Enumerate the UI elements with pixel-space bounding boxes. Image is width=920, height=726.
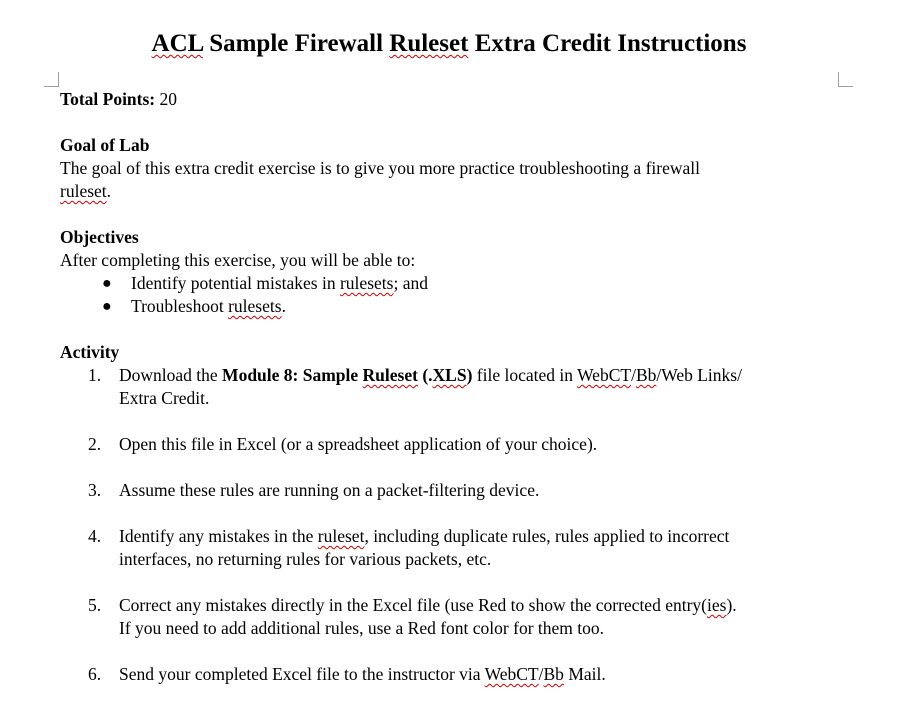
activity-step-6	[60, 663, 850, 686]
webct-word: WebCT	[484, 664, 539, 684]
bb-word: Bb	[635, 365, 657, 385]
activity-step-3	[60, 479, 850, 502]
step-text: , including duplicate rules, rules applied to incorrect	[364, 526, 730, 546]
total-points-line	[60, 88, 850, 111]
step-text: Send your completed Excel file to the instructor via	[119, 664, 485, 684]
module-paren-close: )	[466, 365, 473, 385]
step-text: Open this file in Excel (or a spreadsheet application of your choice).	[119, 434, 598, 454]
step-number: 4.	[88, 526, 102, 546]
goal-text-line1: The goal of this extra credit exercise is to give you more practice troubleshooting a firewall	[60, 158, 700, 178]
objective-text-end: ; and	[393, 273, 428, 293]
total-points-value: 20	[155, 89, 178, 109]
objective-squig-word: rulesets	[339, 273, 394, 293]
step-text: Correct any mistakes directly in the Excel file (use Red to show the corrected entry(	[119, 595, 707, 615]
module-file-name	[222, 365, 472, 385]
activity-heading: Activity	[60, 342, 120, 362]
goal-ruleset-word: ruleset	[60, 181, 107, 201]
margin-corner-marker-right	[838, 72, 853, 87]
step-number: 5.	[88, 595, 102, 615]
objective-text: Troubleshoot	[131, 296, 229, 316]
bullet-icon: ●	[102, 275, 112, 292]
step-text: /Web Links/	[656, 365, 742, 385]
module-xls-word: XLS	[432, 365, 467, 385]
step-number: 2.	[88, 434, 102, 454]
module-label: Module 8: Sample	[222, 365, 363, 385]
module-paren-open: (.	[417, 365, 433, 385]
margin-corner-marker-left	[44, 72, 59, 87]
objectives-intro: After completing this exercise, you will be able to:	[60, 250, 416, 270]
objective-text-end: .	[281, 296, 286, 316]
step-text: Mail.	[563, 664, 606, 684]
step-text-line2: interfaces, no returning rules for various packets, etc.	[119, 549, 492, 569]
activity-step-1	[60, 364, 850, 410]
slash: /	[631, 365, 636, 385]
objective-squig-word: rulesets	[228, 296, 282, 316]
step-text: Assume these rules are running on a packet-filtering device.	[119, 480, 540, 500]
step-text: ).	[726, 595, 737, 615]
step-number: 3.	[88, 480, 102, 500]
objective-bullet-item	[60, 295, 850, 318]
step-text-line2: If you need to add additional rules, use a Red font color for them too.	[119, 618, 605, 638]
goal-period: .	[106, 181, 112, 201]
ruleset-word: ruleset	[317, 526, 365, 546]
title-word-ruleset: Ruleset	[389, 30, 469, 57]
step-text-line2: Extra Credit.	[119, 388, 210, 408]
activity-step-4	[60, 525, 850, 571]
goal-heading: Goal of Lab	[60, 135, 150, 155]
document-title	[0, 28, 898, 60]
total-points-label: Total Points:	[60, 89, 156, 109]
bb-word: Bb	[543, 664, 564, 684]
step-text: Download the	[119, 365, 223, 385]
document-body	[60, 88, 850, 686]
title-word-sample: Sample Firewall	[202, 30, 390, 57]
ies-word: ies	[707, 595, 727, 615]
activity-step-2	[60, 433, 850, 456]
title-word-acl: ACL	[151, 30, 203, 57]
objective-bullet-item	[60, 272, 850, 295]
webct-word: WebCT	[577, 365, 632, 385]
step-text: Identify any mistakes in the	[119, 526, 318, 546]
goal-text-line2	[60, 180, 850, 203]
objectives-heading: Objectives	[60, 227, 139, 247]
step-number: 1.	[88, 365, 102, 385]
step-number: 6.	[88, 664, 102, 684]
step-text: file located in	[472, 365, 578, 385]
objective-text: Identify potential mistakes in	[131, 273, 340, 293]
bullet-icon: ●	[102, 298, 112, 315]
activity-step-5	[60, 594, 850, 640]
module-ruleset-word: Ruleset	[362, 365, 418, 385]
title-word-rest: Extra Credit Instructions	[468, 30, 747, 57]
slash: /	[538, 664, 544, 684]
